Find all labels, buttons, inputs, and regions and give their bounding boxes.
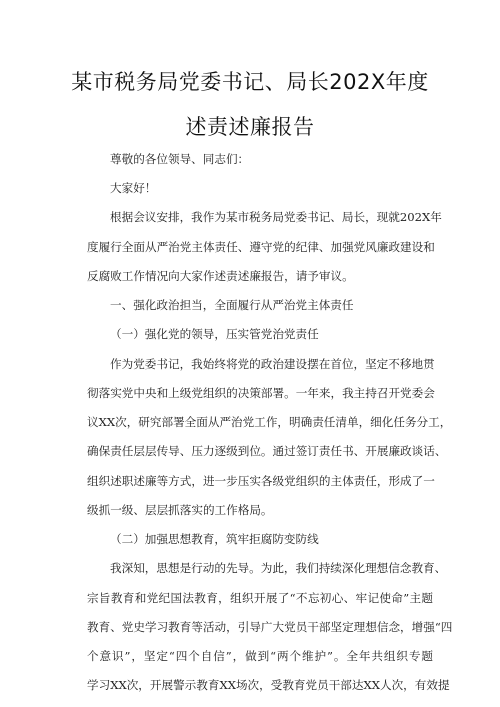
- paragraph-line: 级抓一级、层层抓落实的工作格局。: [87, 503, 273, 517]
- paragraph-line: 度履行全面从严治党主体责任、遵守党的纪律、加强党风廉政建设和: [87, 240, 435, 254]
- salutation: 尊敬的各位领导、同志们：: [110, 152, 250, 166]
- subsection-heading: （二）加强思想教育，筑牢拒腐防变防线: [110, 532, 319, 546]
- paragraph-line: 反腐败工作情况向大家作述责述廉报告，请予审议。: [87, 269, 354, 283]
- paragraph-line: 宗旨教育和党纪国法教育，组织开展了“不忘初心、牢记使命”主题: [87, 591, 433, 605]
- paragraph-line: 彻落实党中央和上级党组织的决策部署。一年来，我主持召开党委会: [87, 386, 435, 400]
- document-title-line2: 述责述廉报告: [185, 115, 315, 139]
- paragraph-line: 教育、党史学习教育等活动，引导广大党员干部坚定理想信念，增强“四: [87, 620, 453, 634]
- paragraph-line: 个意识”，坚定“四个自信”，做到“两个维护”。全年共组织专题: [87, 649, 433, 663]
- paragraph-line: 作为党委书记，我始终将党的政治建设摆在首位，坚定不移地贯: [110, 357, 435, 371]
- paragraph-line: 我深知，思想是行动的先导。为此，我们持续深化理想信念教育、: [110, 561, 447, 575]
- subsection-heading: （一）强化党的领导，压实管党治党责任: [110, 327, 319, 341]
- greeting: 大家好！: [110, 181, 157, 195]
- document-title-line1: 某市税务局党委书记、局长202X年度: [71, 70, 429, 94]
- paragraph-line: 议XX次，研究部署全面从严治党工作，明确责任清单，细化任务分工，: [87, 415, 452, 429]
- paragraph-line: 根据会议安排，我作为某市税务局党委书记、局长，现就202X年: [110, 210, 442, 224]
- paragraph-line: 学习XX次，开展警示教育XX场次，受教育党员干部达XX人次，有效提: [87, 678, 450, 692]
- paragraph-line: 确保责任层层传导、压力逐级到位。通过签订责任书、开展廉政谈话、: [87, 444, 447, 458]
- section-heading: 一、强化政治担当，全面履行从严治党主体责任: [110, 298, 354, 312]
- paragraph-line: 组织述职述廉等方式，进一步压实各级党组织的主体责任，形成了一: [87, 474, 435, 488]
